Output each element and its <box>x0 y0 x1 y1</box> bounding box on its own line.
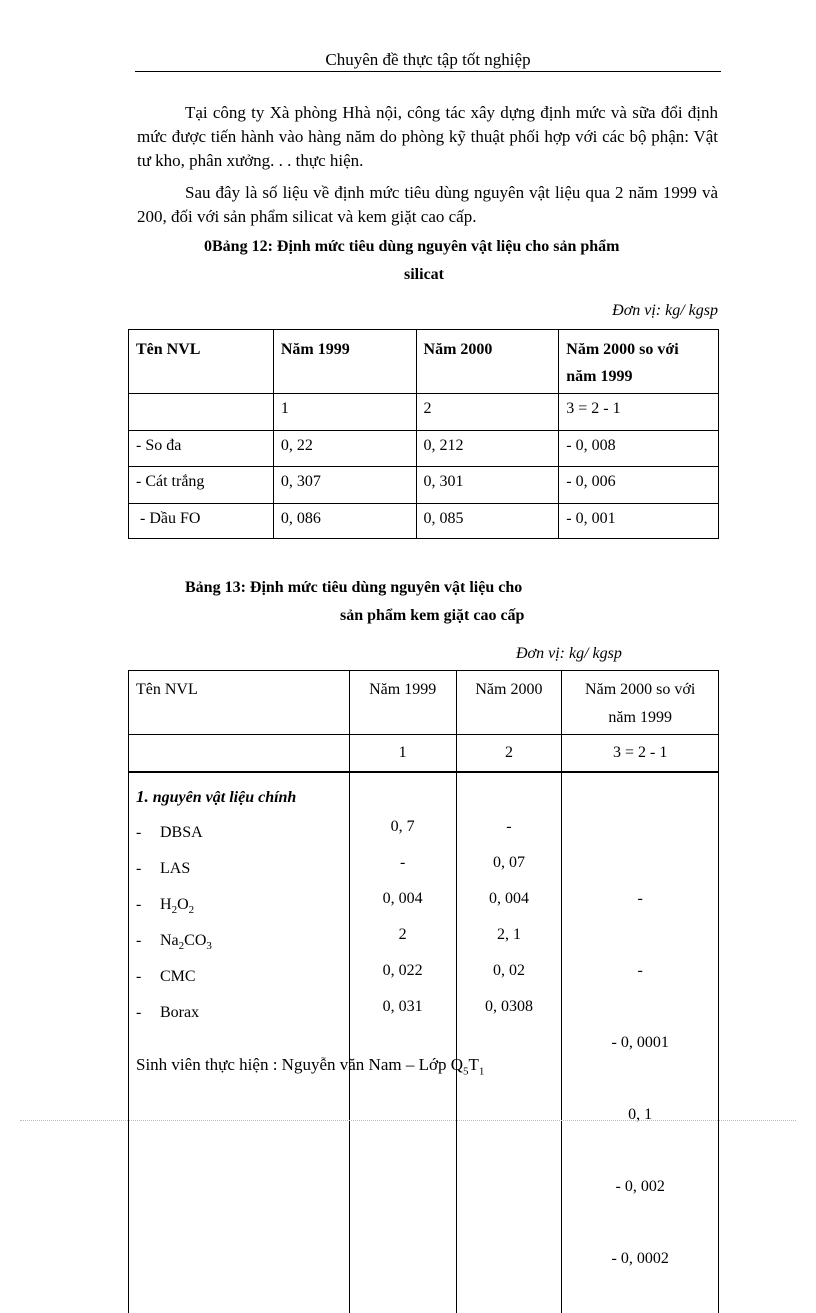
footer-text: T <box>468 1055 479 1074</box>
table13-caption-line2: sản phẩm kem giặt cao cấp <box>340 607 525 624</box>
table12-cell: - 0, 008 <box>559 431 719 467</box>
table13-header-cell: Năm 2000 <box>456 671 562 735</box>
formula-subscript: 2 <box>178 940 185 953</box>
table13-unit: Đơn vị: kg/ kgsp <box>516 645 622 662</box>
value-cell: 2, 1 <box>496 926 521 943</box>
footer-author-note <box>136 1055 484 1077</box>
table13-2000-column <box>456 772 562 1313</box>
table12-cell: 2 <box>416 394 559 431</box>
formula-subscript: 2 <box>171 904 178 917</box>
table12-cell: 0, 301 <box>416 467 559 504</box>
table12-header-cell: Tên NVL <box>129 330 274 394</box>
table13-body-row <box>129 772 719 1313</box>
page-bottom-divider <box>20 1120 796 1121</box>
table12-header-cell: Năm 2000 so với năm 1999 <box>559 330 719 394</box>
value-cell: 2 <box>398 926 407 943</box>
value-cell: 0, 07 <box>492 854 525 871</box>
formula-part: O <box>177 896 189 913</box>
table12-cell: 0, 22 <box>273 431 416 467</box>
dash-marker: - <box>136 968 142 985</box>
formula-part: H <box>160 896 172 913</box>
section-title: nguyên vật liệu chính <box>152 789 297 806</box>
formula-subscript: 3 <box>206 940 212 953</box>
intro-paragraph-1: Tại công ty Xà phòng Hhà nội, công tác xây dựng định mức và sữa đổi định mức được tiến hành vào hàng năm do phòng kỹ thuật phối hợp với các bộ phận: Vật tư kho, phân xưởng. . . thực hiện. <box>137 103 718 170</box>
table12-cell <box>129 394 274 431</box>
table12 <box>128 329 719 539</box>
value-cell: - <box>637 890 643 907</box>
table13-name-column <box>129 772 350 1313</box>
material-name: CMC <box>160 968 196 985</box>
value-cell: 0, 1 <box>628 1106 653 1123</box>
table13 <box>128 670 719 1313</box>
footer-subscript: 1 <box>478 1065 485 1078</box>
list-item <box>136 959 349 995</box>
list-item <box>136 923 349 959</box>
value-cell: - <box>506 818 512 835</box>
table13-header-row <box>129 671 719 735</box>
material-name-h2o2 <box>160 896 195 917</box>
dash-marker: - <box>136 932 142 949</box>
table13-cell <box>129 735 350 773</box>
value-cell: 0, 022 <box>382 962 423 979</box>
material-name: DBSA <box>160 824 203 841</box>
table13-header-cell: Năm 1999 <box>349 671 456 735</box>
table12-cell: - Cát trắng <box>129 467 274 504</box>
value-cell: - 0, 0002 <box>611 1250 669 1267</box>
value-cell: - <box>637 962 643 979</box>
section-heading <box>136 779 349 815</box>
section-number: 1. <box>136 787 149 806</box>
value-cell: - <box>400 854 406 871</box>
table13-1999-column <box>349 772 456 1313</box>
table12-caption-line2: silicat <box>404 266 444 283</box>
table12-header-cell: Năm 1999 <box>273 330 416 394</box>
dash-marker: - <box>136 860 142 877</box>
table12-header-row <box>129 330 719 394</box>
table13-header-cell: Tên NVL <box>129 671 350 735</box>
table12-header-cell: Năm 2000 <box>416 330 559 394</box>
formula-part: Na <box>160 932 179 949</box>
dash-marker: - <box>136 824 142 841</box>
page-header-title: Chuyên đề thực tập tốt nghiệp <box>325 50 531 69</box>
footer-subscript: 5 <box>462 1065 469 1078</box>
dash-marker: - <box>136 1004 142 1021</box>
material-name: Borax <box>160 1004 200 1021</box>
table13-index-row <box>129 735 719 773</box>
table12-cell: - 0, 006 <box>559 467 719 504</box>
table13-cell: 1 <box>349 735 456 773</box>
footer-text: Sinh viên thực hiện : Nguyễn văn Nam – Lớp Q <box>136 1055 463 1074</box>
intro-paragraph-2: Sau đây là số liệu về định mức tiêu dùng nguyên vật liệu qua 2 năm 1999 và 200, đối với sản phẩm silicat và kem giặt cao cấp. <box>137 183 718 226</box>
list-item <box>136 887 349 923</box>
formula-subscript: 2 <box>188 904 195 917</box>
table12-cell: 0, 086 <box>273 504 416 539</box>
table-row <box>129 504 719 539</box>
dash-marker: - <box>136 896 142 913</box>
table12-caption-line1: 0Bảng 12: Định mức tiêu dùng nguyên vật liệu cho sản phẩm <box>204 238 620 255</box>
list-item <box>136 995 349 1031</box>
material-name-na2co3 <box>160 932 212 953</box>
table13-caption-line1: Bảng 13: Định mức tiêu dùng nguyên vật liệu cho <box>185 579 523 596</box>
table12-cell: 1 <box>273 394 416 431</box>
table13-header-cell: Năm 2000 so với năm 1999 <box>562 671 719 735</box>
list-item <box>136 851 349 887</box>
table12-cell: - Dầu FO <box>129 504 274 539</box>
value-cell: - 0, 0001 <box>611 1034 669 1051</box>
value-cell: 0, 031 <box>382 998 423 1015</box>
value-cell: 0, 0308 <box>484 998 533 1015</box>
table12-cell: - 0, 001 <box>559 504 719 539</box>
value-cell: - 0, 002 <box>615 1178 665 1195</box>
header-rule <box>135 71 721 72</box>
value-cell: 0, 7 <box>390 818 415 835</box>
list-item <box>136 815 349 851</box>
value-cell: 0, 004 <box>382 890 423 907</box>
table12-cell: 3 = 2 - 1 <box>559 394 719 431</box>
table12-unit: Đơn vị: kg/ kgsp <box>612 302 718 319</box>
table13-diff-column <box>562 772 719 1313</box>
table13-cell: 2 <box>456 735 562 773</box>
formula-part: CO <box>184 932 207 949</box>
table12-index-row <box>129 394 719 431</box>
table-row <box>129 467 719 504</box>
table12-cell: 0, 307 <box>273 467 416 504</box>
table-row <box>129 431 719 467</box>
table12-cell: - So đa <box>129 431 274 467</box>
value-cell: 0, 02 <box>492 962 525 979</box>
table13-cell: 3 = 2 - 1 <box>562 735 719 773</box>
table12-cell: 0, 085 <box>416 504 559 539</box>
material-name: LAS <box>160 860 191 877</box>
value-cell: 0, 004 <box>488 890 529 907</box>
table12-cell: 0, 212 <box>416 431 559 467</box>
